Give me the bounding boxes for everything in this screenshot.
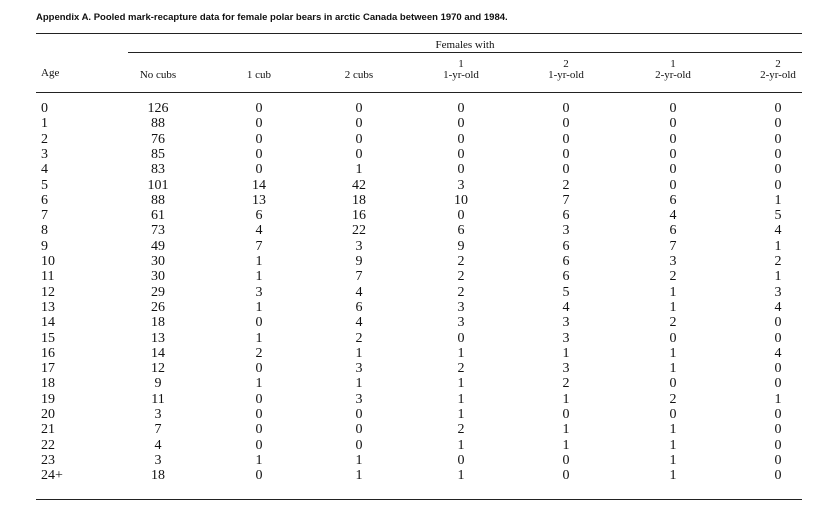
count-cell: 4: [154, 437, 162, 453]
count-cell: 0: [457, 146, 465, 162]
count-cell: 1: [562, 422, 570, 438]
count-cell: 3: [457, 315, 465, 331]
count-cell: 29: [151, 284, 165, 300]
count-cell: 3: [255, 284, 263, 300]
column-header-label: No cubs: [139, 69, 177, 81]
column-header-number: 1: [458, 58, 464, 70]
count-cell: 5: [774, 208, 782, 224]
bottom-rule: [36, 499, 802, 500]
count-cell: 0: [774, 315, 782, 331]
count-cell: 9: [154, 376, 162, 392]
age-cell: 1: [41, 116, 48, 132]
group-header: Females with: [435, 39, 495, 51]
count-cell: 3: [154, 407, 162, 422]
count-cell: 0: [562, 452, 570, 468]
count-cell: 1: [669, 299, 677, 315]
count-cell: 0: [255, 116, 263, 132]
age-cell: 11: [41, 269, 55, 285]
age-cell: 7: [41, 208, 48, 224]
count-cell: 0: [774, 116, 782, 132]
count-cell: 1: [669, 361, 677, 377]
count-cell: 3: [562, 330, 570, 346]
count-cell: 0: [774, 361, 782, 377]
count-cell: 1: [457, 468, 465, 484]
count-cell: 1: [255, 376, 263, 392]
age-cell: 2: [41, 131, 48, 147]
count-cell: 2: [255, 345, 263, 361]
count-cell: 6: [669, 192, 677, 208]
table-caption: Appendix A. Pooled mark-recapture data for female polar bears in arctic Canada between 1970 and 1984.: [36, 12, 508, 23]
count-cell: 0: [669, 330, 677, 346]
count-cell: 0: [355, 437, 363, 453]
count-cell: 18: [352, 192, 366, 208]
count-cell: 0: [774, 468, 782, 484]
count-cell: 14: [151, 345, 165, 361]
count-cell: 6: [669, 223, 677, 239]
count-cell: 0: [774, 376, 782, 392]
age-column-header: Age: [41, 67, 60, 79]
count-cell: 1: [669, 422, 677, 438]
count-cell: 6: [562, 238, 570, 254]
count-cell: 1: [355, 452, 363, 468]
count-cell: 0: [562, 101, 570, 116]
count-cell: 3: [457, 299, 465, 315]
count-cell: 1: [669, 437, 677, 453]
count-cell: 2: [562, 177, 570, 193]
age-cell: 22: [41, 437, 55, 453]
column-header-label: 2-yr-old: [655, 69, 691, 81]
count-cell: 0: [255, 162, 263, 178]
count-cell: 0: [774, 452, 782, 468]
age-cell: 18: [41, 376, 55, 392]
count-cell: 4: [774, 345, 782, 361]
age-cell: 10: [41, 254, 55, 269]
count-cell: 0: [457, 131, 465, 147]
count-cell: 2: [562, 376, 570, 392]
count-cell: 1: [669, 452, 677, 468]
count-cell: 0: [774, 177, 782, 193]
column-header-number: 2: [563, 58, 569, 70]
count-cell: 2: [457, 284, 465, 300]
age-cell: 17: [41, 361, 55, 377]
count-cell: 26: [151, 299, 165, 315]
count-cell: 4: [355, 284, 363, 300]
count-cell: 2: [457, 361, 465, 377]
column-header-label: 1 cub: [246, 69, 272, 81]
count-cell: 9: [355, 254, 363, 269]
count-cell: 0: [255, 131, 263, 147]
count-cell: 0: [669, 131, 677, 147]
age-cell: 21: [41, 422, 55, 438]
count-cell: 1: [457, 376, 465, 392]
count-cell: 42: [352, 177, 366, 193]
column-header-label: 2 cubs: [344, 69, 374, 81]
count-cell: 1: [669, 284, 677, 300]
count-cell: 0: [255, 146, 263, 162]
count-cell: 4: [255, 223, 263, 239]
count-cell: 0: [355, 146, 363, 162]
count-cell: 0: [355, 422, 363, 438]
count-cell: 1: [669, 468, 677, 484]
count-cell: 7: [562, 192, 570, 208]
count-cell: 1: [355, 468, 363, 484]
count-cell: 6: [562, 208, 570, 224]
count-cell: 0: [255, 407, 263, 422]
count-cell: 7: [355, 269, 363, 285]
count-cell: 0: [562, 407, 570, 422]
count-cell: 3: [457, 177, 465, 193]
count-cell: 1: [255, 269, 263, 285]
count-cell: 1: [562, 345, 570, 361]
count-cell: 18: [151, 315, 165, 331]
age-cell: 9: [41, 238, 48, 254]
age-cell: 19: [41, 391, 55, 407]
column-header-number: 2: [775, 58, 781, 70]
count-cell: 0: [457, 162, 465, 178]
count-cell: 1: [457, 437, 465, 453]
count-cell: 4: [355, 315, 363, 331]
count-cell: 0: [255, 315, 263, 331]
count-cell: 83: [151, 162, 165, 178]
count-cell: 0: [774, 146, 782, 162]
age-cell: 5: [41, 177, 48, 193]
count-cell: 4: [774, 223, 782, 239]
count-cell: 4: [562, 299, 570, 315]
count-cell: 0: [355, 116, 363, 132]
count-cell: 0: [255, 101, 263, 116]
count-cell: 7: [669, 238, 677, 254]
count-cell: 0: [669, 407, 677, 422]
age-cell: 20: [41, 407, 55, 422]
count-cell: 0: [255, 437, 263, 453]
count-cell: 3: [562, 361, 570, 377]
count-cell: 16: [352, 208, 366, 224]
count-cell: 10: [454, 192, 468, 208]
count-cell: 0: [562, 468, 570, 484]
count-cell: 0: [669, 116, 677, 132]
count-cell: 3: [355, 391, 363, 407]
count-cell: 0: [457, 116, 465, 132]
count-cell: 0: [255, 468, 263, 484]
count-cell: 0: [255, 391, 263, 407]
top-rule: [36, 33, 802, 34]
count-cell: 2: [457, 269, 465, 285]
count-cell: 7: [154, 422, 162, 438]
column-header-label: 1-yr-old: [548, 69, 584, 81]
count-cell: 1: [355, 345, 363, 361]
count-cell: 0: [774, 131, 782, 147]
count-cell: 2: [669, 269, 677, 285]
age-cell: 24+: [41, 468, 63, 484]
count-cell: 0: [355, 101, 363, 116]
count-cell: 18: [151, 468, 165, 484]
group-rule: [128, 52, 802, 53]
count-cell: 30: [151, 254, 165, 269]
count-cell: 0: [774, 162, 782, 178]
count-cell: 0: [669, 146, 677, 162]
count-cell: 0: [774, 407, 782, 422]
count-cell: 0: [669, 101, 677, 116]
count-cell: 0: [457, 452, 465, 468]
count-cell: 1: [457, 391, 465, 407]
count-cell: 3: [562, 223, 570, 239]
count-cell: 1: [774, 391, 782, 407]
count-cell: 12: [151, 361, 165, 377]
count-cell: 1: [457, 345, 465, 361]
count-cell: 85: [151, 146, 165, 162]
age-cell: 23: [41, 452, 55, 468]
count-cell: 13: [252, 192, 266, 208]
count-cell: 3: [355, 238, 363, 254]
count-cell: 9: [457, 238, 465, 254]
count-cell: 0: [562, 116, 570, 132]
count-cell: 3: [154, 452, 162, 468]
count-cell: 4: [774, 299, 782, 315]
count-cell: 1: [562, 437, 570, 453]
age-cell: 16: [41, 345, 55, 361]
count-cell: 3: [355, 361, 363, 377]
column-header-label: 1-yr-old: [443, 69, 479, 81]
count-cell: 11: [151, 391, 165, 407]
age-cell: 8: [41, 223, 48, 239]
count-cell: 126: [147, 101, 169, 116]
column-header-label: 2-yr-old: [760, 69, 796, 81]
count-cell: 0: [774, 330, 782, 346]
count-cell: 3: [669, 254, 677, 269]
count-cell: 0: [669, 162, 677, 178]
count-cell: 1: [355, 162, 363, 178]
column-header-number: 1: [670, 58, 676, 70]
age-cell: 6: [41, 192, 48, 208]
age-cell: 3: [41, 146, 48, 162]
count-cell: 101: [147, 177, 169, 193]
count-cell: 1: [774, 269, 782, 285]
count-cell: 30: [151, 269, 165, 285]
count-cell: 4: [669, 208, 677, 224]
count-cell: 1: [255, 330, 263, 346]
count-cell: 1: [562, 391, 570, 407]
count-cell: 6: [255, 208, 263, 224]
count-cell: 1: [774, 238, 782, 254]
count-cell: 76: [151, 131, 165, 147]
count-cell: 88: [151, 192, 165, 208]
count-cell: 1: [255, 299, 263, 315]
count-cell: 1: [355, 376, 363, 392]
count-cell: 2: [669, 315, 677, 331]
count-cell: 49: [151, 238, 165, 254]
count-cell: 6: [457, 223, 465, 239]
count-cell: 14: [252, 177, 266, 193]
count-cell: 0: [562, 162, 570, 178]
count-cell: 0: [774, 101, 782, 116]
count-cell: 5: [562, 284, 570, 300]
count-cell: 22: [352, 223, 366, 239]
count-cell: 2: [457, 254, 465, 269]
count-cell: 61: [151, 208, 165, 224]
count-cell: 88: [151, 116, 165, 132]
count-cell: 1: [669, 345, 677, 361]
count-cell: 1: [255, 254, 263, 269]
age-cell: 12: [41, 284, 55, 300]
count-cell: 6: [355, 299, 363, 315]
age-cell: 0: [41, 101, 48, 116]
header-rule: [36, 92, 802, 93]
count-cell: 0: [774, 437, 782, 453]
count-cell: 0: [457, 101, 465, 116]
count-cell: 0: [562, 131, 570, 147]
count-cell: 0: [669, 177, 677, 193]
count-cell: 6: [562, 269, 570, 285]
count-cell: 73: [151, 223, 165, 239]
count-cell: 1: [255, 452, 263, 468]
age-cell: 13: [41, 299, 55, 315]
count-cell: 0: [355, 131, 363, 147]
count-cell: 7: [255, 238, 263, 254]
count-cell: 1: [774, 192, 782, 208]
count-cell: 0: [355, 407, 363, 422]
count-cell: 0: [457, 330, 465, 346]
age-cell: 14: [41, 315, 55, 331]
count-cell: 0: [669, 376, 677, 392]
count-cell: 2: [355, 330, 363, 346]
count-cell: 1: [457, 407, 465, 422]
count-cell: 2: [669, 391, 677, 407]
count-cell: 0: [457, 208, 465, 224]
count-cell: 3: [774, 284, 782, 300]
count-cell: 3: [562, 315, 570, 331]
count-cell: 0: [255, 361, 263, 377]
count-cell: 0: [774, 422, 782, 438]
count-cell: 6: [562, 254, 570, 269]
count-cell: 2: [774, 254, 782, 269]
age-cell: 4: [41, 162, 48, 178]
count-cell: 2: [457, 422, 465, 438]
count-cell: 13: [151, 330, 165, 346]
count-cell: 0: [562, 146, 570, 162]
count-cell: 0: [255, 422, 263, 438]
age-cell: 15: [41, 330, 55, 346]
